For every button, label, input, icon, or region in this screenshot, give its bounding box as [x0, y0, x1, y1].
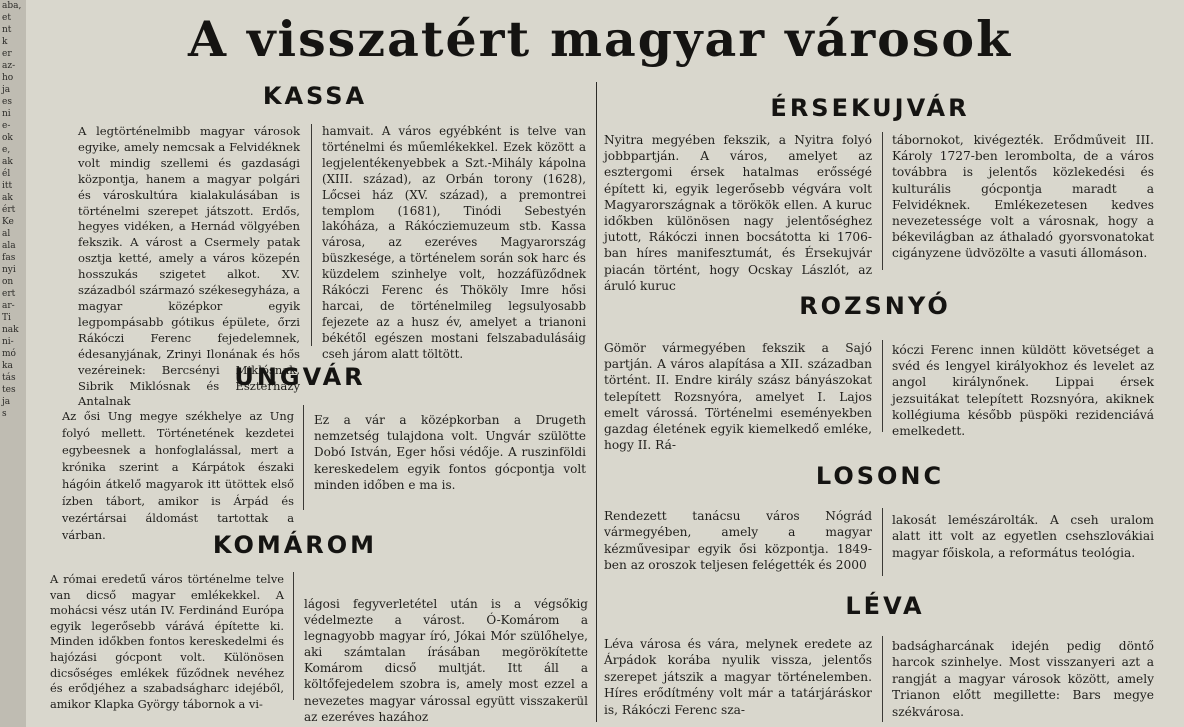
- margin-fragment: nyi: [2, 265, 16, 275]
- kassa-column-2: hamvait. A város egyébként is telve van történelmi és műemlékekkel. Ezek között a legjelentékenyebbek a Szt.-Mihály kápolna (XIII. század), az Orbán torony (1628), Lőcsei ház (XV. század), a premontrei templom (1681), Tinódi Sebestyén lakóháza, a Rákócziemuzeum stb. Kassa városa, az ezeréves Magyarország büszkesége, a történelem során sok harc és küzdelem szinhelye volt, hozzáfüződnek Rákóczi Ferenc és Thököly Imre hősi harcai, de történelmileg legsulyosabb fejezete az a husz év, amelyet a trianoni békétől egészen mostani felszabadulásáig cseh járom alatt töltött.: [322, 124, 586, 361]
- ersekujvar-title: ÉRSEKUJVÁR: [770, 94, 970, 122]
- column-rule: [293, 572, 294, 700]
- losonc-column-1: Rendezett tanácsu város Nógrád vármegyében, amely a magyar kézművesipar egyik ősi központja. 1849-ben az oroszok teljesen felégették és 2000: [604, 509, 872, 573]
- margin-fragment: et: [2, 13, 11, 23]
- margin-fragment: fas: [2, 253, 16, 263]
- margin-fragment: az-: [2, 61, 16, 71]
- rozsnyo-column-2: kóczi Ferenc innen küldött követséget a svéd és lengyel királyokhoz és levelet az angol királynőnek. Lippai érsek jezsuitákat telepített Rozsnyóra, akiknek kollégiuma később püspöki rezidenciává emelkedett.: [892, 343, 1154, 439]
- margin-fragment: nt: [2, 25, 12, 35]
- ungvar-column-2: Ez a vár a középkorban a Drugeth nemzetség tulajdona volt. Ungvár szülötte Dobó István, Eger hősi védője. A ruszinföldi kereskedelem egyik fontos gócpontja volt minden időben e ma is.: [314, 413, 586, 492]
- column-rule: [882, 508, 883, 576]
- margin-fragment: nak: [2, 325, 19, 335]
- column-rule: [303, 405, 304, 510]
- leva-title: LÉVA: [845, 592, 925, 620]
- margin-fragment: ar-: [2, 301, 15, 311]
- margin-fragment: e,: [2, 145, 11, 155]
- margin-fragment: e-: [2, 121, 11, 131]
- margin-fragment: ho: [2, 73, 14, 83]
- margin-fragment: ni-: [2, 337, 14, 347]
- margin-fragment: k: [2, 37, 8, 47]
- ungvar-column-1: Az ősi Ung megye székhelye az Ung folyó mellett. Történetének kezdetei egybeesnek a honfoglalással, mert a krónika szerint a Kárpátok északi hágóin átkelő magyarok itt ütöttek első ízben tábort, amikor is Árpád és vezértársai áldomást tartottak a várban.: [62, 409, 294, 542]
- komarom-column-1: A római eredetű város történelme telve van dicső magyar emlékekkel. A mohácsi vész után IV. Ferdinánd Európa egyik legerősebb várává építette ki. Minden időkben fontos kereskedelmi és hajózási gócpont volt. Különösen dicsőséges emlékek fűződnek nevéhez és erődjéhez a szabadságharc idejéből, amikor Klapka György tábornok a vi-: [50, 572, 284, 711]
- komarom-column-2: lágosi fegyverletétel után is a végsőkig védelmezte a várost. Ó-Komárom a legnagyobb magyar író, Jókai Mór szülőhelye, aki számtalan írásában megörökítette Komárom dicső multját. Itt áll a költőfejedelem szobra is, amely most ezzel a nevezetes magyar várossal együtt visszakerül az ezeréves hazához: [304, 597, 588, 724]
- margin-fragment: tes: [2, 385, 16, 395]
- margin-fragment: s: [2, 409, 7, 419]
- kassa-title: KASSA: [262, 82, 368, 110]
- margin-fragment: mó: [2, 349, 16, 359]
- kassa-column-1: A legtörténelmibb magyar városok egyike, amely nemcsak a Felvidéknek volt mindig szellemi és gazdasági központja, hanem a magyar polgári és városkultúra kialakulásában is történelmi szerepet játszott. Erdős, hegyes vidéken, a Hernád völgyében fekszik. A várost a Csermely patak osztja ketté, amely a város közepén hosszukás szigetet alkot. XV. századból származó székesegyháza, a magyar középkor egyik legpompásabb gótikus épülete, őrzi Rákóczi Ferenc fejedelemnek, édesanyjának, Zrinyi Ilonának és hős vezéreinek: Bercsényi Miklósnak, Sibrik Miklósnak és Eszterházy Antalnak: [78, 124, 300, 409]
- column-rule: [882, 340, 883, 432]
- rozsnyo-column-1: Gömör vármegyében fekszik a Sajó partján. A város alapítása a XII. században történt. II. Endre király szász bányászokat telepített Rozsnyóra, amelyet I. Lajos emelt várossá. Történelmi eseményekben gazdag életének egyik kiemelkedő emléke, hogy II. Rá-: [604, 341, 872, 453]
- rozsnyo-title: ROZSNYÓ: [799, 292, 951, 320]
- margin-fragment: es: [2, 97, 12, 107]
- margin-fragment: aba,: [2, 1, 22, 11]
- margin-fragment: ka: [2, 361, 13, 371]
- column-rule: [311, 124, 312, 346]
- losonc-title: LOSONC: [815, 462, 945, 490]
- column-rule: [882, 132, 883, 270]
- margin-fragment: Ke: [2, 217, 14, 227]
- margin-fragment: tás: [2, 373, 16, 383]
- margin-fragment: al: [2, 229, 11, 239]
- margin-fragment: ala: [2, 241, 16, 251]
- margin-fragment: ok: [2, 133, 13, 143]
- margin-fragment: ni: [2, 109, 11, 119]
- ersekujvar-column-2: tábornokot, kivégezték. Erődműveit III. Károly 1727-ben lerombolta, de a város továbbra is jelentős közlekedési és kulturális gócpontja maradt a Felvidéknek. Emlékezetesen kedves nevezetessége volt a városnak, hogy a békevilágban az áthaladó gyorsvonatokat cigányzene üdvözölte a vasuti állomáson.: [892, 133, 1154, 261]
- margin-fragment: on: [2, 277, 14, 287]
- ersekujvar-column-1: Nyitra megyében fekszik, a Nyitra folyó jobbpartján. A város, amelyet az esztergomi érsek hatalmas erősségé épített ki, egyik legerősebb végvára volt Magyarországnak a törökök ellen. A kuruc időkben különösen nagy jelentőséghez jutott, Rákóczi innen bocsátotta ki 1706-ban híres manifesztumát, és Érsekujvár piacán történt, hogy Ocskay Lászlót, az áruló kuruc: [604, 133, 872, 293]
- margin-fragment: ja: [2, 85, 11, 95]
- column-rule: [882, 636, 883, 722]
- margin-fragment: ert: [2, 289, 16, 299]
- margin-fragment: Ti: [2, 313, 11, 323]
- losonc-column-2: lakosát lemészárolták. A cseh uralom alatt itt volt az egyetlen csehszlovákiai magyar főiskola, a református teológia.: [892, 513, 1154, 560]
- leva-column-2: badságharcának idején pedig döntő harcok szinhelye. Most visszanyeri azt a rangját a magyar városok között, amely Trianon előtt megillette: Bars megye székvárosa.: [892, 639, 1154, 719]
- leva-column-1: Léva városa és vára, melynek eredete az Árpádok korába nyulik vissza, jelentős szerepet játszik a magyar történelemben. Híres erődítmény volt már a tatárjáráskor is, Rákóczi Ferenc sza-: [604, 637, 872, 717]
- komarom-title: KOMÁROM: [212, 531, 378, 559]
- margin-fragment: ak: [2, 157, 13, 167]
- page-headline: A visszatért magyar városok: [187, 10, 1013, 68]
- margin-fragment: él: [2, 169, 11, 179]
- margin-fragment: itt: [2, 181, 13, 191]
- margin-fragment: ak: [2, 193, 13, 203]
- margin-fragment: ért: [2, 205, 16, 215]
- ungvar-title: UNGVÁR: [234, 363, 366, 391]
- page-column-rule: [596, 82, 597, 722]
- margin-fragment: er: [2, 49, 12, 59]
- margin-strip: [0, 0, 28, 727]
- margin-fragment: ja: [2, 397, 11, 407]
